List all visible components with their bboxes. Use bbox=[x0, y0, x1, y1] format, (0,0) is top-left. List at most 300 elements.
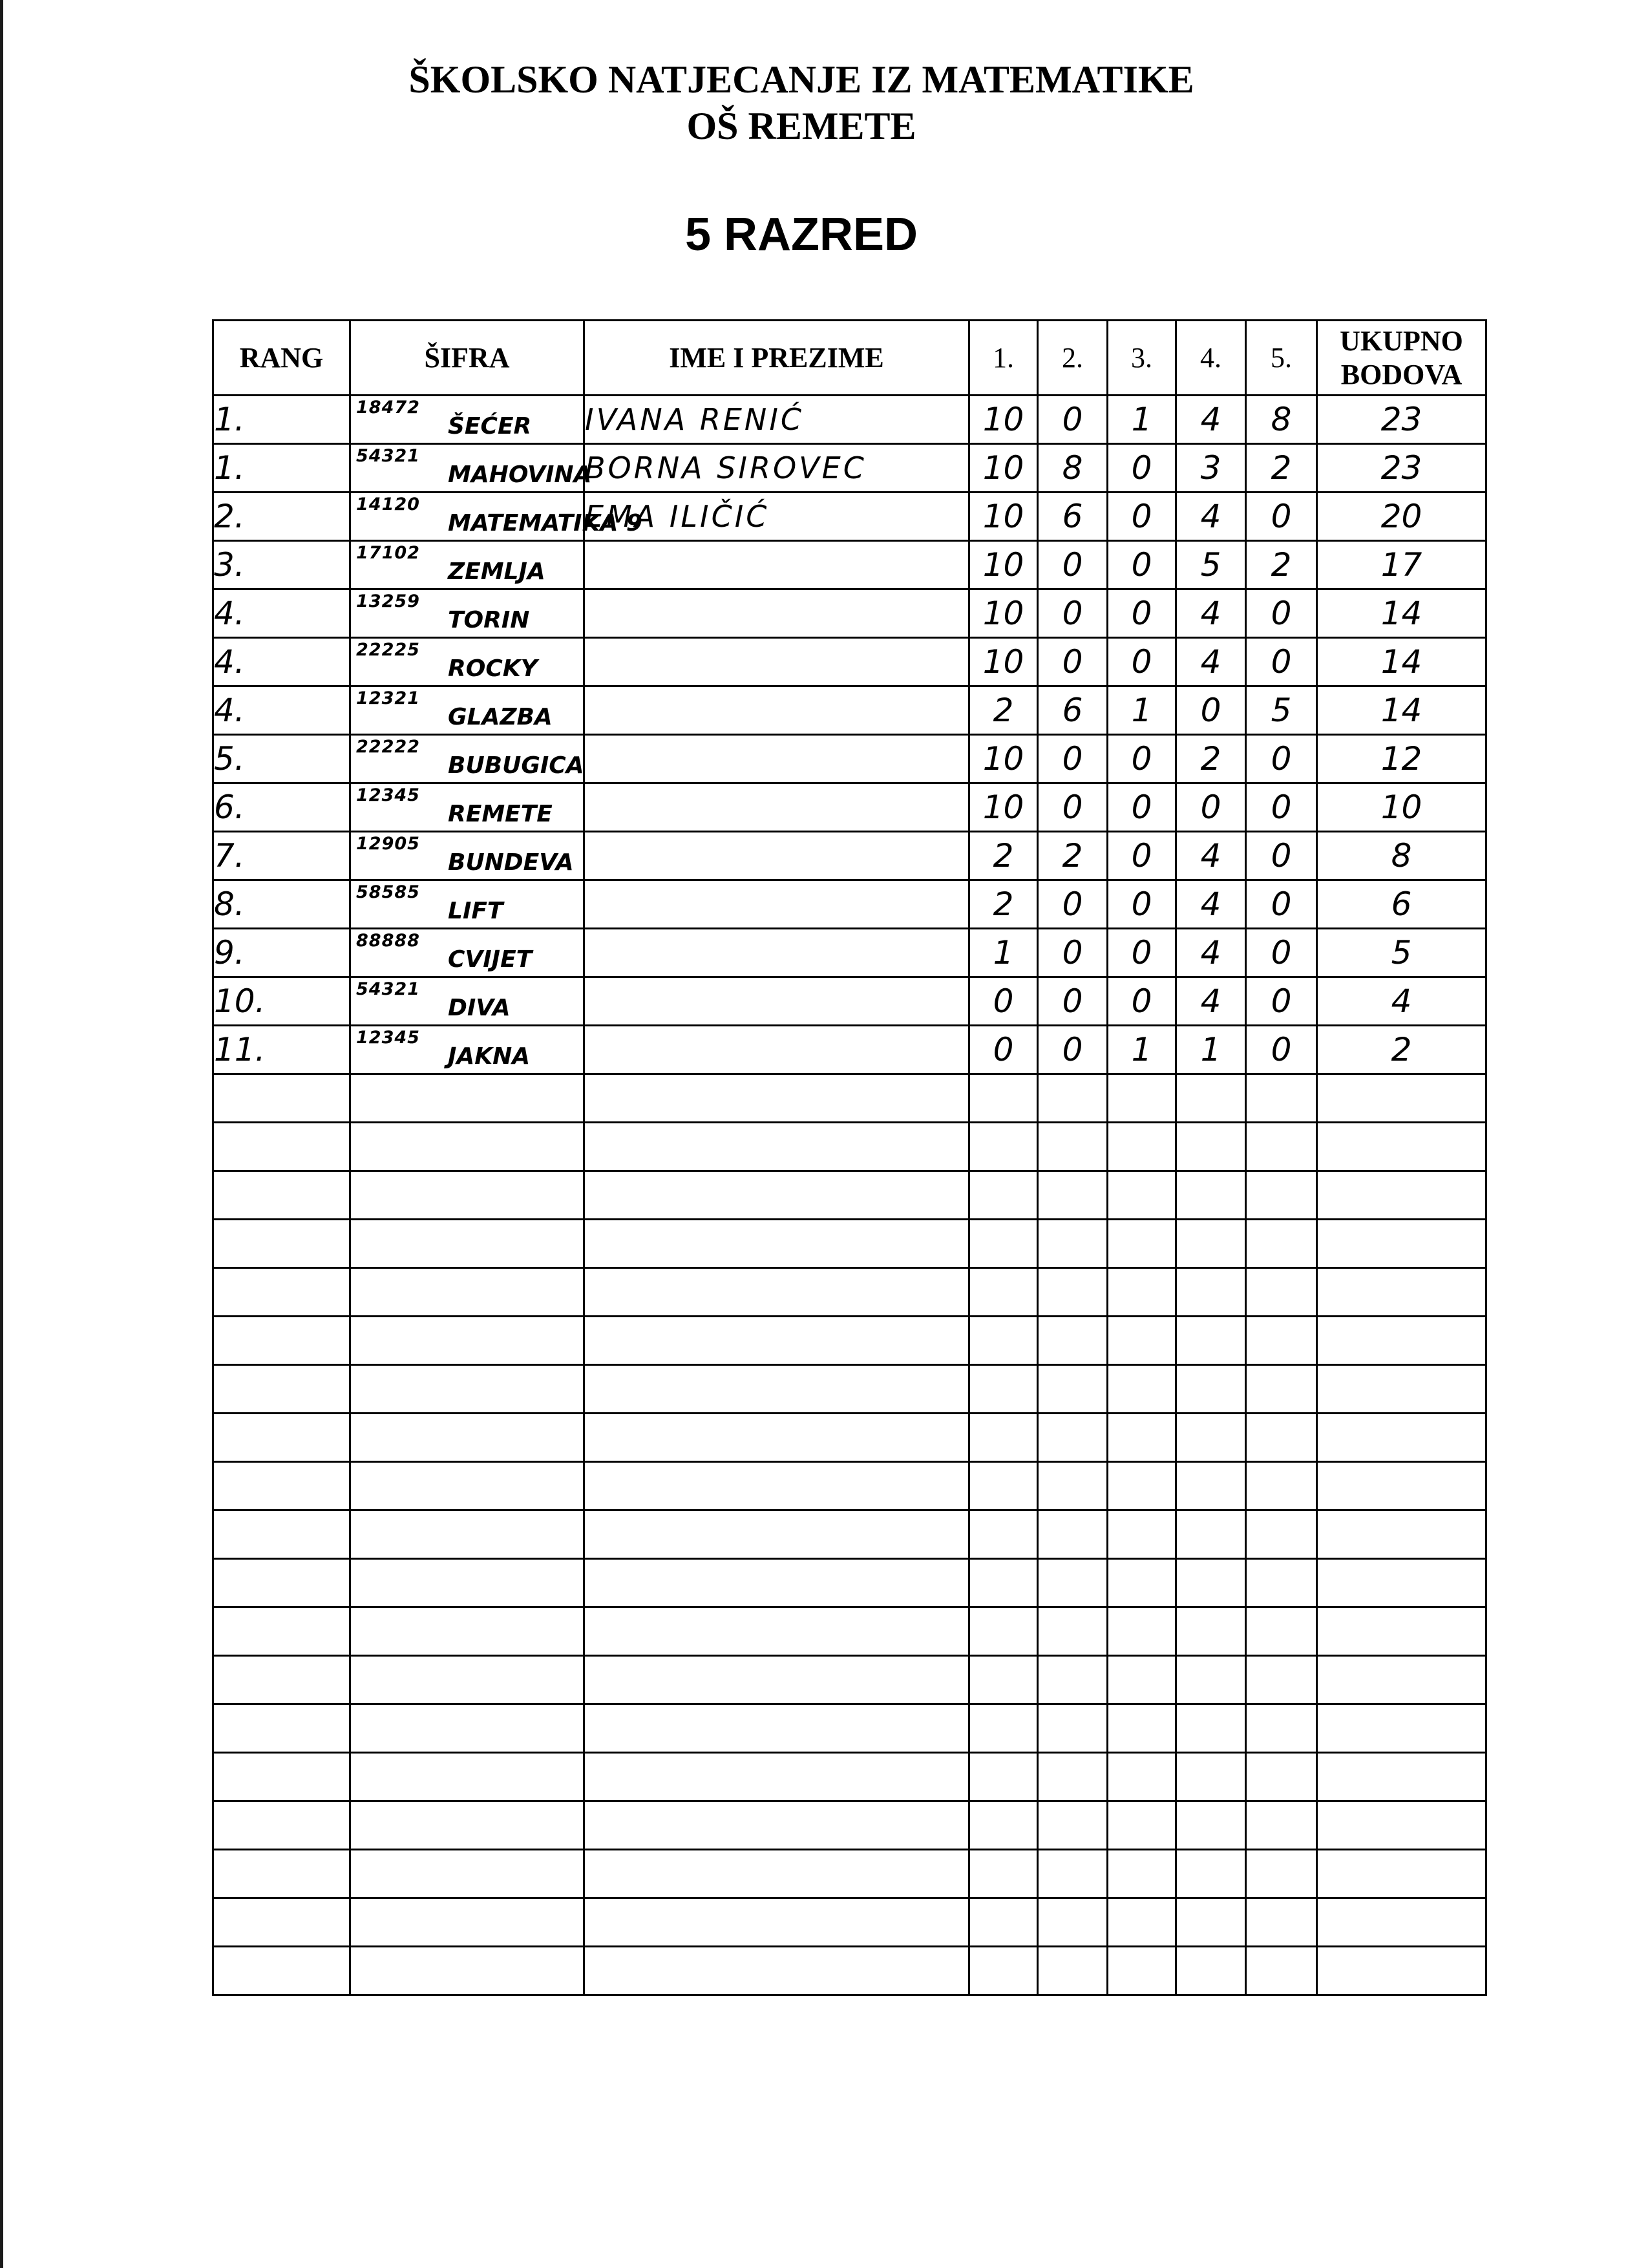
rank-cell bbox=[213, 1414, 350, 1462]
task-5-score bbox=[1246, 1850, 1317, 1898]
empty-row bbox=[213, 1462, 1486, 1510]
task-1-score: 0 bbox=[969, 977, 1038, 1026]
task-1-score bbox=[969, 1510, 1038, 1559]
rank-cell: 6. bbox=[213, 783, 350, 832]
task-5-score: 0 bbox=[1246, 783, 1317, 832]
task-5-score bbox=[1246, 1510, 1317, 1559]
table-row bbox=[213, 832, 1486, 880]
rank-cell: 5. bbox=[213, 735, 350, 783]
task-2-score: 2 bbox=[1038, 832, 1108, 880]
total-points-cell: 17 bbox=[1317, 541, 1486, 589]
rank-cell bbox=[213, 1365, 350, 1414]
code-word: MATEMATIKA 9 bbox=[448, 510, 642, 536]
task-1-score bbox=[969, 1414, 1038, 1462]
task-2-score bbox=[1038, 1317, 1108, 1365]
task-2-score: 6 bbox=[1038, 493, 1108, 541]
task-5-score bbox=[1246, 1607, 1317, 1656]
task-4-score: 3 bbox=[1176, 444, 1246, 493]
task-1-score bbox=[969, 1898, 1038, 1947]
total-points-cell bbox=[1317, 1171, 1486, 1220]
code-cell bbox=[350, 1317, 584, 1365]
grade-heading: 5 RAZRED bbox=[684, 209, 918, 260]
code-word: REMETE bbox=[448, 801, 553, 827]
column-header-task-1: 1. bbox=[969, 321, 1038, 396]
empty-row bbox=[213, 1220, 1486, 1268]
code-word: JAKNA bbox=[448, 1043, 531, 1070]
task-2-score bbox=[1038, 1704, 1108, 1753]
task-1-score bbox=[969, 1123, 1038, 1171]
code-cell bbox=[350, 444, 592, 493]
code-cell bbox=[350, 832, 584, 880]
results-body bbox=[213, 396, 1486, 1995]
code-number: 22222 bbox=[356, 737, 420, 757]
total-points-cell bbox=[1317, 1123, 1486, 1171]
task-4-score bbox=[1176, 1704, 1246, 1753]
total-points-cell bbox=[1317, 1317, 1486, 1365]
task-4-score bbox=[1176, 1753, 1246, 1801]
student-name-cell bbox=[584, 1850, 969, 1898]
table-row bbox=[213, 396, 1486, 444]
task-2-score: 0 bbox=[1038, 396, 1108, 444]
student-name-cell bbox=[584, 929, 969, 977]
rank-cell bbox=[213, 1074, 350, 1123]
task-5-score: 0 bbox=[1246, 493, 1317, 541]
task-1-score bbox=[969, 1704, 1038, 1753]
code-word: TORIN bbox=[448, 607, 530, 633]
task-2-score bbox=[1038, 1268, 1108, 1317]
task-1-score bbox=[969, 1268, 1038, 1317]
empty-row bbox=[213, 1268, 1486, 1317]
rank-cell: 11. bbox=[213, 1026, 350, 1074]
task-3-score: 0 bbox=[1108, 493, 1176, 541]
task-5-score bbox=[1246, 1074, 1317, 1123]
task-1-score bbox=[969, 1947, 1038, 1995]
empty-row bbox=[213, 1656, 1486, 1704]
rank-cell: 9. bbox=[213, 929, 350, 977]
task-4-score bbox=[1176, 1510, 1246, 1559]
task-5-score bbox=[1246, 1414, 1317, 1462]
task-3-score: 1 bbox=[1108, 686, 1176, 735]
task-5-score: 0 bbox=[1246, 735, 1317, 783]
task-2-score bbox=[1038, 1510, 1108, 1559]
task-3-score bbox=[1108, 1074, 1176, 1123]
task-3-score: 0 bbox=[1108, 589, 1176, 638]
student-name-cell bbox=[584, 1801, 969, 1850]
task-4-score: 4 bbox=[1176, 589, 1246, 638]
task-2-score: 8 bbox=[1038, 444, 1108, 493]
task-5-score bbox=[1246, 1801, 1317, 1850]
task-2-score bbox=[1038, 1898, 1108, 1947]
task-3-score bbox=[1108, 1462, 1176, 1510]
code-cell bbox=[350, 1559, 584, 1607]
code-number: 14120 bbox=[356, 494, 420, 514]
student-name-cell bbox=[584, 783, 969, 832]
task-4-score bbox=[1176, 1414, 1246, 1462]
task-3-score bbox=[1108, 1704, 1176, 1753]
code-cell bbox=[350, 1947, 584, 1995]
task-5-score bbox=[1246, 1947, 1317, 1995]
task-3-score bbox=[1108, 1850, 1176, 1898]
task-2-score: 0 bbox=[1038, 589, 1108, 638]
task-1-score: 10 bbox=[969, 493, 1038, 541]
code-cell bbox=[350, 541, 584, 589]
rank-cell bbox=[213, 1947, 350, 1995]
code-cell bbox=[350, 1365, 584, 1414]
empty-row bbox=[213, 1753, 1486, 1801]
empty-row bbox=[213, 1559, 1486, 1607]
task-5-score: 0 bbox=[1246, 638, 1317, 686]
task-1-score: 10 bbox=[969, 541, 1038, 589]
code-cell bbox=[350, 1171, 584, 1220]
table-row bbox=[213, 493, 1486, 541]
task-1-score: 10 bbox=[969, 589, 1038, 638]
task-4-score bbox=[1176, 1123, 1246, 1171]
task-1-score: 10 bbox=[969, 444, 1038, 493]
total-points-cell bbox=[1317, 1074, 1486, 1123]
task-5-score: 0 bbox=[1246, 929, 1317, 977]
task-4-score bbox=[1176, 1801, 1246, 1850]
table-row bbox=[213, 880, 1486, 929]
total-points-cell: 4 bbox=[1317, 977, 1486, 1026]
task-2-score: 0 bbox=[1038, 638, 1108, 686]
code-cell bbox=[350, 1123, 584, 1171]
task-4-score bbox=[1176, 1607, 1246, 1656]
code-number: 12905 bbox=[356, 834, 420, 854]
code-cell bbox=[350, 1268, 584, 1317]
student-name-cell bbox=[584, 638, 969, 686]
task-3-score: 0 bbox=[1108, 638, 1176, 686]
task-4-score: 4 bbox=[1176, 638, 1246, 686]
code-cell bbox=[350, 1414, 584, 1462]
total-points-cell: 20 bbox=[1317, 493, 1486, 541]
task-2-score bbox=[1038, 1753, 1108, 1801]
task-2-score: 0 bbox=[1038, 977, 1108, 1026]
empty-row bbox=[213, 1850, 1486, 1898]
rank-cell bbox=[213, 1898, 350, 1947]
column-header-name: IME I PREZIME bbox=[584, 321, 969, 396]
code-cell bbox=[350, 1026, 584, 1074]
code-cell bbox=[350, 1607, 584, 1656]
student-name-cell bbox=[584, 1559, 969, 1607]
task-4-score bbox=[1176, 1850, 1246, 1898]
task-1-score: 2 bbox=[969, 686, 1038, 735]
task-4-score bbox=[1176, 1074, 1246, 1123]
task-1-score bbox=[969, 1220, 1038, 1268]
rank-cell: 7. bbox=[213, 832, 350, 880]
table-row bbox=[213, 735, 1486, 783]
empty-row bbox=[213, 1898, 1486, 1947]
student-name-cell bbox=[584, 1753, 969, 1801]
task-2-score: 0 bbox=[1038, 783, 1108, 832]
code-number: 54321 bbox=[356, 446, 420, 466]
column-header-task-2: 2. bbox=[1038, 321, 1108, 396]
code-cell bbox=[350, 1510, 584, 1559]
task-1-score: 1 bbox=[969, 929, 1038, 977]
task-3-score bbox=[1108, 1171, 1176, 1220]
student-name-cell bbox=[584, 1898, 969, 1947]
rank-cell bbox=[213, 1220, 350, 1268]
task-5-score bbox=[1246, 1123, 1317, 1171]
column-header-rank: RANG bbox=[213, 321, 350, 396]
task-4-score bbox=[1176, 1268, 1246, 1317]
table-row bbox=[213, 1026, 1486, 1074]
task-5-score bbox=[1246, 1559, 1317, 1607]
task-5-score bbox=[1246, 1171, 1317, 1220]
task-4-score: 4 bbox=[1176, 929, 1246, 977]
task-5-score: 0 bbox=[1246, 880, 1317, 929]
code-word: BUBUGICA bbox=[448, 752, 584, 779]
rank-cell bbox=[213, 1607, 350, 1656]
column-header-code: ŠIFRA bbox=[350, 321, 584, 396]
task-1-score bbox=[969, 1317, 1038, 1365]
task-2-score bbox=[1038, 1462, 1108, 1510]
rank-cell bbox=[213, 1462, 350, 1510]
student-name-cell bbox=[584, 1704, 969, 1753]
task-2-score: 0 bbox=[1038, 735, 1108, 783]
task-3-score bbox=[1108, 1365, 1176, 1414]
task-3-score bbox=[1108, 1898, 1176, 1947]
rank-cell: 10. bbox=[213, 977, 350, 1026]
student-name-cell bbox=[584, 1947, 969, 1995]
rank-cell: 1. bbox=[213, 444, 350, 493]
task-3-score bbox=[1108, 1656, 1176, 1704]
code-cell bbox=[350, 880, 584, 929]
task-3-score: 0 bbox=[1108, 929, 1176, 977]
task-3-score bbox=[1108, 1753, 1176, 1801]
total-points-cell: 23 bbox=[1317, 396, 1486, 444]
total-points-cell bbox=[1317, 1268, 1486, 1317]
rank-cell: 4. bbox=[213, 686, 350, 735]
empty-row bbox=[213, 1801, 1486, 1850]
task-5-score bbox=[1246, 1656, 1317, 1704]
code-cell bbox=[350, 1074, 584, 1123]
task-5-score bbox=[1246, 1317, 1317, 1365]
code-cell bbox=[350, 1462, 584, 1510]
task-4-score: 4 bbox=[1176, 396, 1246, 444]
code-cell bbox=[350, 493, 642, 541]
code-number: 88888 bbox=[356, 931, 420, 951]
task-5-score bbox=[1246, 1753, 1317, 1801]
empty-row bbox=[213, 1365, 1486, 1414]
code-cell bbox=[350, 638, 584, 686]
task-5-score: 0 bbox=[1246, 589, 1317, 638]
task-1-score bbox=[969, 1850, 1038, 1898]
student-name-cell bbox=[584, 1074, 969, 1123]
task-1-score: 10 bbox=[969, 396, 1038, 444]
total-points-cell: 14 bbox=[1317, 589, 1486, 638]
code-word: ŠEĆER bbox=[448, 413, 532, 440]
table-row bbox=[213, 541, 1486, 589]
task-3-score: 0 bbox=[1108, 735, 1176, 783]
task-4-score bbox=[1176, 1365, 1246, 1414]
task-2-score bbox=[1038, 1171, 1108, 1220]
code-cell bbox=[350, 1656, 584, 1704]
student-name-cell bbox=[584, 1656, 969, 1704]
total-points-cell bbox=[1317, 1753, 1486, 1801]
header-row bbox=[213, 321, 1486, 396]
task-2-score: 0 bbox=[1038, 929, 1108, 977]
empty-row bbox=[213, 1607, 1486, 1656]
task-2-score bbox=[1038, 1947, 1108, 1995]
task-3-score bbox=[1108, 1317, 1176, 1365]
task-5-score: 8 bbox=[1246, 396, 1317, 444]
task-4-score: 2 bbox=[1176, 735, 1246, 783]
task-5-score: 0 bbox=[1246, 977, 1317, 1026]
task-3-score bbox=[1108, 1801, 1176, 1850]
empty-row bbox=[213, 1704, 1486, 1753]
task-1-score: 0 bbox=[969, 1026, 1038, 1074]
task-1-score bbox=[969, 1462, 1038, 1510]
student-name-cell bbox=[584, 880, 969, 929]
task-2-score bbox=[1038, 1220, 1108, 1268]
task-2-score: 6 bbox=[1038, 686, 1108, 735]
table-row bbox=[213, 686, 1486, 735]
table-row bbox=[213, 444, 1486, 493]
code-word: LIFT bbox=[448, 898, 503, 924]
task-4-score bbox=[1176, 1317, 1246, 1365]
code-word: GLAZBA bbox=[448, 704, 553, 730]
code-cell bbox=[350, 1220, 584, 1268]
scan-left-edge bbox=[0, 0, 3, 2268]
task-2-score bbox=[1038, 1607, 1108, 1656]
student-name-cell bbox=[584, 735, 969, 783]
student-name-cell bbox=[584, 1026, 969, 1074]
total-points-cell: 14 bbox=[1317, 638, 1486, 686]
rank-cell bbox=[213, 1268, 350, 1317]
task-2-score bbox=[1038, 1074, 1108, 1123]
student-name-cell: EMA ILIČIĆ bbox=[584, 493, 969, 541]
total-points-cell: 23 bbox=[1317, 444, 1486, 493]
task-3-score: 0 bbox=[1108, 444, 1176, 493]
task-4-score bbox=[1176, 1462, 1246, 1510]
code-cell bbox=[350, 1898, 584, 1947]
column-header-task-4: 4. bbox=[1176, 321, 1246, 396]
total-points-cell bbox=[1317, 1656, 1486, 1704]
task-1-score bbox=[969, 1074, 1038, 1123]
total-points-cell: 8 bbox=[1317, 832, 1486, 880]
code-number: 13259 bbox=[356, 591, 420, 611]
total-points-cell: 6 bbox=[1317, 880, 1486, 929]
student-name-cell bbox=[584, 1462, 969, 1510]
code-cell bbox=[350, 783, 584, 832]
empty-row bbox=[213, 1510, 1486, 1559]
task-5-score: 2 bbox=[1246, 541, 1317, 589]
rank-cell bbox=[213, 1850, 350, 1898]
table-row bbox=[213, 638, 1486, 686]
rank-cell: 4. bbox=[213, 638, 350, 686]
total-points-cell bbox=[1317, 1414, 1486, 1462]
total-points-cell bbox=[1317, 1365, 1486, 1414]
code-number: 58585 bbox=[356, 882, 420, 902]
task-2-score: 0 bbox=[1038, 1026, 1108, 1074]
task-2-score bbox=[1038, 1656, 1108, 1704]
task-3-score bbox=[1108, 1268, 1176, 1317]
empty-row bbox=[213, 1317, 1486, 1365]
task-3-score: 0 bbox=[1108, 880, 1176, 929]
task-3-score: 1 bbox=[1108, 1026, 1176, 1074]
student-name-cell bbox=[584, 589, 969, 638]
total-points-cell bbox=[1317, 1947, 1486, 1995]
code-word: CVIJET bbox=[448, 946, 533, 973]
code-cell bbox=[350, 735, 584, 783]
student-name-cell: IVANA RENIĆ bbox=[584, 396, 969, 444]
total-points-cell bbox=[1317, 1850, 1486, 1898]
total-points-cell bbox=[1317, 1801, 1486, 1850]
code-cell bbox=[350, 929, 584, 977]
task-3-score bbox=[1108, 1947, 1176, 1995]
rank-cell: 8. bbox=[213, 880, 350, 929]
rank-cell bbox=[213, 1753, 350, 1801]
task-1-score bbox=[969, 1559, 1038, 1607]
student-name-cell bbox=[584, 1171, 969, 1220]
rank-cell bbox=[213, 1559, 350, 1607]
code-cell bbox=[350, 1801, 584, 1850]
task-4-score: 4 bbox=[1176, 880, 1246, 929]
total-points-cell: 14 bbox=[1317, 686, 1486, 735]
rank-cell bbox=[213, 1317, 350, 1365]
total-points-cell bbox=[1317, 1898, 1486, 1947]
task-5-score bbox=[1246, 1220, 1317, 1268]
code-cell bbox=[350, 1704, 584, 1753]
task-2-score bbox=[1038, 1801, 1108, 1850]
total-points-cell bbox=[1317, 1220, 1486, 1268]
rank-cell bbox=[213, 1656, 350, 1704]
task-4-score bbox=[1176, 1947, 1246, 1995]
task-5-score bbox=[1246, 1462, 1317, 1510]
rank-cell: 1. bbox=[213, 396, 350, 444]
code-cell bbox=[350, 589, 584, 638]
total-points-cell: 12 bbox=[1317, 735, 1486, 783]
column-header-total: UKUPNO BODOVA bbox=[1317, 321, 1486, 396]
student-name-cell bbox=[584, 832, 969, 880]
code-number: 54321 bbox=[356, 979, 420, 999]
task-5-score bbox=[1246, 1898, 1317, 1947]
student-name-cell bbox=[584, 977, 969, 1026]
results-table bbox=[212, 319, 1487, 1996]
empty-row bbox=[213, 1171, 1486, 1220]
task-3-score: 0 bbox=[1108, 541, 1176, 589]
task-1-score bbox=[969, 1656, 1038, 1704]
task-1-score: 10 bbox=[969, 638, 1038, 686]
total-points-cell: 5 bbox=[1317, 929, 1486, 977]
task-5-score bbox=[1246, 1268, 1317, 1317]
total-points-cell bbox=[1317, 1704, 1486, 1753]
rank-cell bbox=[213, 1801, 350, 1850]
empty-row bbox=[213, 1414, 1486, 1462]
code-word: MAHOVINA bbox=[448, 461, 592, 488]
table-row bbox=[213, 783, 1486, 832]
task-1-score bbox=[969, 1753, 1038, 1801]
task-3-score bbox=[1108, 1414, 1176, 1462]
task-1-score bbox=[969, 1801, 1038, 1850]
total-points-cell: 10 bbox=[1317, 783, 1486, 832]
task-3-score bbox=[1108, 1559, 1176, 1607]
rank-cell: 2. bbox=[213, 493, 350, 541]
task-1-score bbox=[969, 1607, 1038, 1656]
total-points-cell bbox=[1317, 1607, 1486, 1656]
empty-row bbox=[213, 1123, 1486, 1171]
total-points-cell bbox=[1317, 1510, 1486, 1559]
task-3-score bbox=[1108, 1510, 1176, 1559]
task-4-score bbox=[1176, 1656, 1246, 1704]
task-1-score bbox=[969, 1365, 1038, 1414]
column-header-task-5: 5. bbox=[1246, 321, 1317, 396]
code-cell bbox=[350, 1850, 584, 1898]
task-2-score bbox=[1038, 1365, 1108, 1414]
task-5-score: 2 bbox=[1246, 444, 1317, 493]
task-5-score: 5 bbox=[1246, 686, 1317, 735]
task-4-score: 0 bbox=[1176, 783, 1246, 832]
